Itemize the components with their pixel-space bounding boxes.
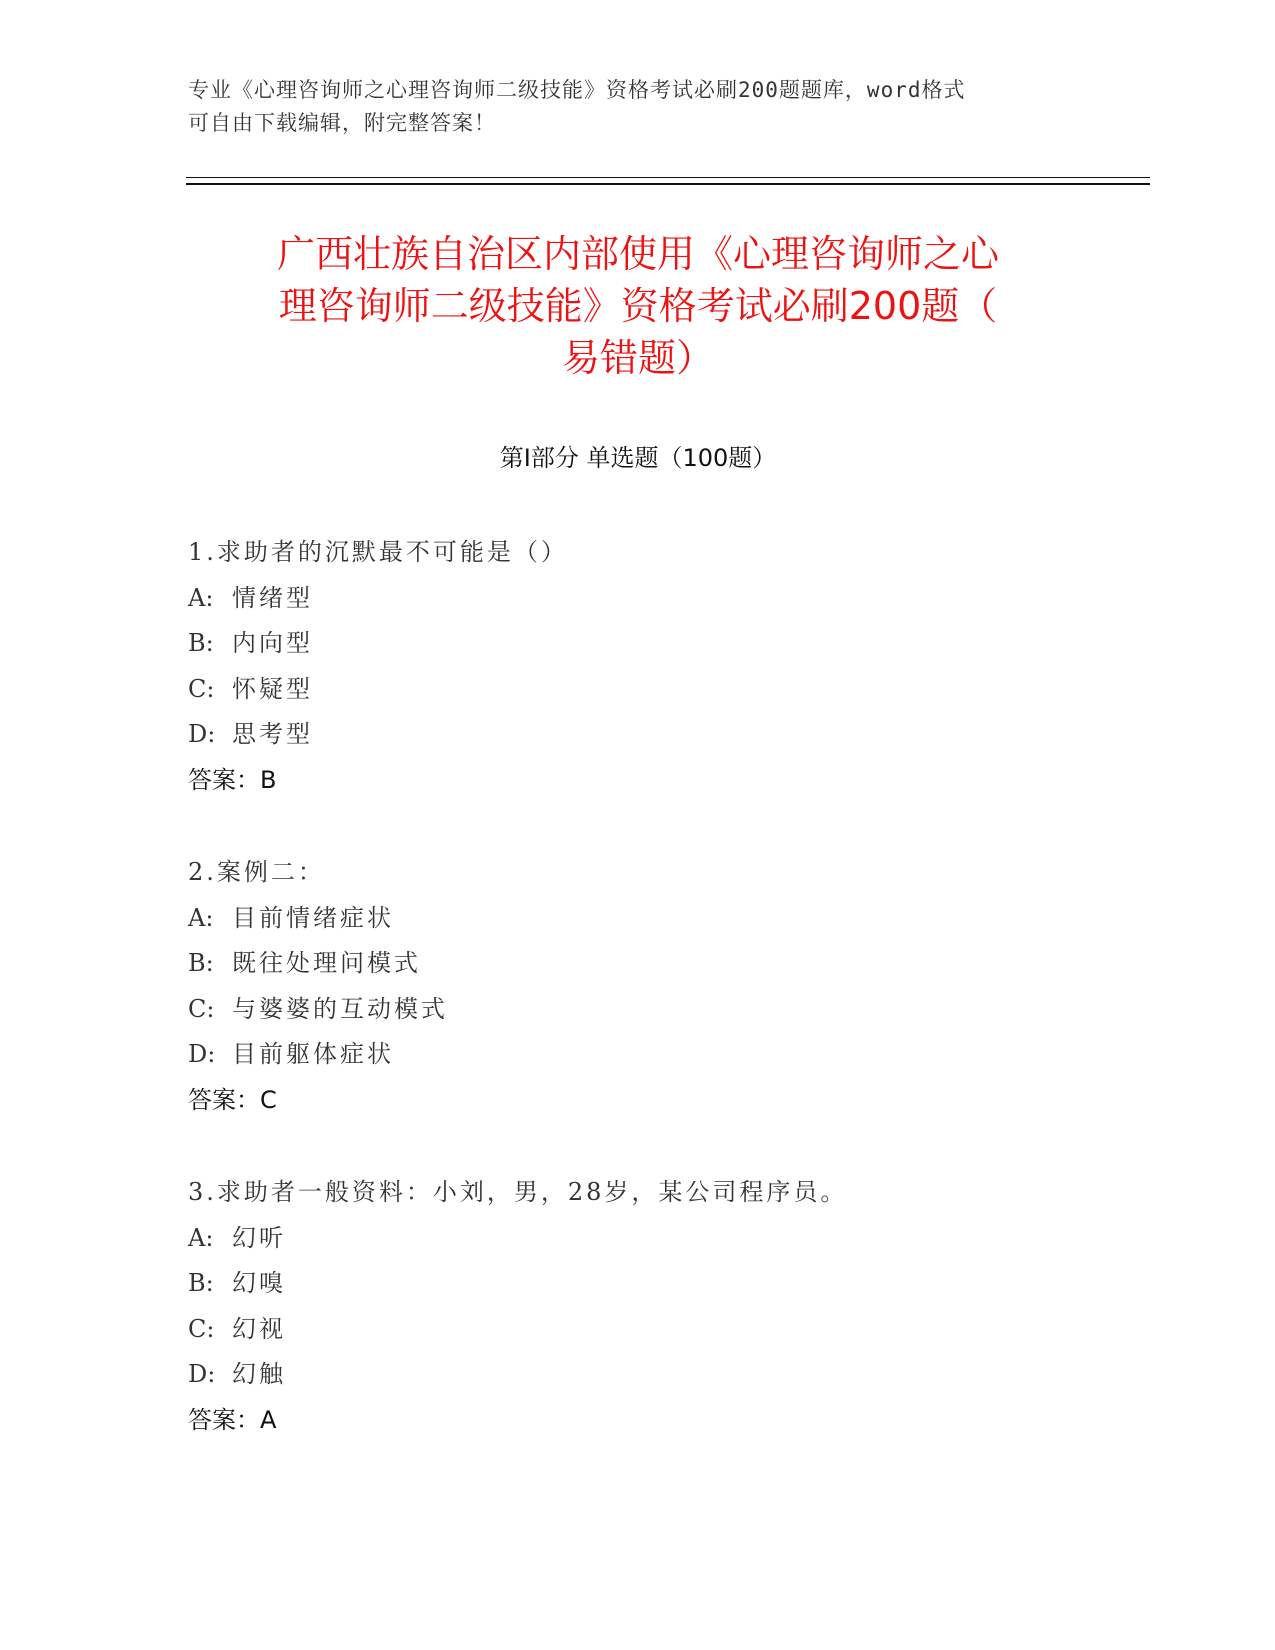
header-note [188, 74, 1088, 140]
title-line-2: 理咨询师二级技能》资格考试必刷200题（ [278, 284, 998, 328]
answer: 答案：A [188, 1405, 277, 1434]
option-text: 怀疑型 [232, 674, 313, 703]
option-d [188, 1352, 1088, 1398]
question-stem: 3.求助者一般资料：小刘，男，28岁，某公司程序员。 [188, 1178, 848, 1206]
option-text: 目前情绪症状 [232, 903, 394, 932]
option-key: A: [188, 903, 214, 932]
question-stem: 2.案例二： [188, 858, 325, 886]
title-line-3: 易错题） [561, 336, 714, 380]
document-title [188, 228, 1088, 384]
option-text: 思考型 [232, 720, 313, 748]
option-b [188, 621, 1088, 667]
option-key: A: [188, 583, 214, 612]
option-c [188, 1307, 1088, 1353]
option-a [188, 896, 1088, 942]
option-key: C: [188, 674, 215, 703]
option-key: B: [188, 629, 214, 657]
question-3 [188, 1170, 1088, 1443]
option-key: A: [188, 1223, 214, 1252]
option-text: 幻嗅 [232, 1269, 286, 1297]
question-list [188, 530, 1088, 1490]
question-stem: 1.求助者的沉默最不可能是（） [188, 538, 568, 566]
option-key: D: [188, 1360, 216, 1388]
option-text: 既往处理问模式 [232, 949, 421, 977]
option-a [188, 1216, 1088, 1262]
option-key: B: [188, 949, 214, 977]
option-text: 内向型 [232, 629, 313, 657]
option-d [188, 712, 1088, 758]
question-2 [188, 850, 1088, 1123]
option-text: 幻听 [232, 1223, 286, 1252]
option-key: B: [188, 1269, 214, 1297]
option-a [188, 576, 1088, 622]
option-key: C: [188, 994, 215, 1023]
option-b [188, 941, 1088, 987]
header-note-line-1: 专业《心理咨询师之心理咨询师二级技能》资格考试必刷200题题库，word格式 [188, 78, 966, 102]
answer: 答案：B [188, 765, 277, 794]
option-text: 与婆婆的互动模式 [232, 994, 448, 1023]
option-text: 情绪型 [232, 583, 313, 612]
option-key: D: [188, 720, 216, 748]
section-heading: 第Ⅰ部分 单选题（100题） [499, 444, 777, 472]
option-text: 幻视 [232, 1314, 286, 1343]
question-1 [188, 530, 1088, 803]
option-key: C: [188, 1314, 215, 1343]
option-text: 幻触 [232, 1360, 286, 1388]
answer: 答案：C [188, 1085, 277, 1114]
option-b [188, 1261, 1088, 1307]
title-line-1: 广西壮族自治区内部使用《心理咨询师之心 [276, 232, 999, 276]
header-divider-thin [186, 177, 1150, 178]
option-c [188, 667, 1088, 713]
option-c [188, 987, 1088, 1033]
option-d [188, 1032, 1088, 1078]
option-key: D: [188, 1040, 216, 1068]
header-divider-thick [186, 183, 1150, 185]
header-note-line-2: 可自由下载编辑，附完整答案！ [188, 111, 496, 135]
option-text: 目前躯体症状 [232, 1040, 394, 1068]
